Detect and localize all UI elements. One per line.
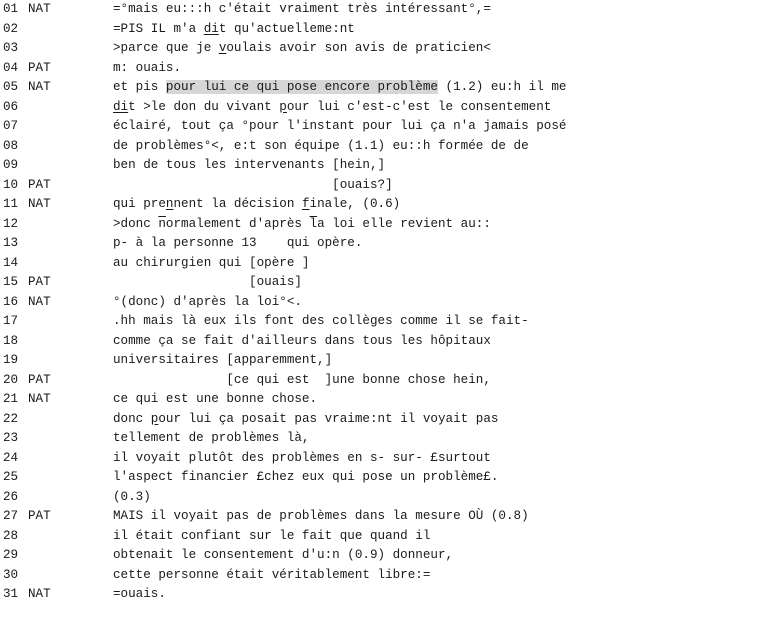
text-segment: f bbox=[301, 197, 310, 211]
line-number: 09 bbox=[3, 158, 19, 172]
speaker-label: PAT bbox=[28, 275, 51, 289]
text-segment: [ouais] bbox=[113, 275, 302, 289]
text-segment: nent la décision bbox=[173, 197, 302, 211]
utterance-text bbox=[113, 98, 551, 118]
text-segment: (0.3) bbox=[113, 489, 151, 504]
utterance-text bbox=[113, 332, 491, 352]
line-number: 29 bbox=[3, 548, 19, 562]
transcript-line bbox=[0, 488, 757, 508]
text-segment: qui pre bbox=[113, 197, 166, 211]
utterance-text bbox=[113, 429, 310, 449]
transcript-line bbox=[0, 117, 757, 137]
line-number: 24 bbox=[3, 450, 19, 465]
speaker-label: PAT bbox=[28, 60, 51, 75]
line-number: 05 bbox=[3, 80, 19, 94]
text-segment: t >le don du vivant bbox=[128, 99, 280, 114]
line-number: 20 bbox=[3, 372, 19, 387]
utterance-text bbox=[113, 234, 362, 254]
transcript-line bbox=[0, 429, 757, 449]
transcript-line bbox=[0, 585, 757, 605]
text-segment: ormalement d'après bbox=[165, 216, 310, 231]
line-number: 30 bbox=[3, 567, 19, 582]
utterance-text bbox=[113, 254, 310, 274]
text-segment: di bbox=[203, 21, 219, 36]
utterance-text bbox=[113, 410, 498, 430]
text-segment: ben de tous les intervenants [hein,] bbox=[113, 158, 386, 172]
text-segment: MAIS il voyait pas de problèmes dans la mesure OÙ (0.8) bbox=[113, 509, 529, 523]
speaker-label: NAT bbox=[28, 294, 51, 309]
speaker-label: NAT bbox=[28, 197, 51, 211]
utterance-text bbox=[113, 527, 430, 547]
line-number: 08 bbox=[3, 138, 19, 153]
text-segment: °(donc) d'après la loi°<. bbox=[113, 294, 302, 309]
transcript-line bbox=[0, 507, 757, 527]
text-segment: éclairé, tout ça °pour l'instant pour lui ça n'a jamais posé bbox=[113, 119, 567, 133]
speaker-label: NAT bbox=[28, 2, 51, 16]
transcript-line bbox=[0, 566, 757, 586]
line-number: 18 bbox=[3, 333, 19, 348]
text-segment: [ce qui est ]une bonne chose hein, bbox=[113, 372, 491, 387]
text-segment: p bbox=[150, 411, 159, 426]
line-number: 06 bbox=[3, 99, 19, 114]
line-number: 28 bbox=[3, 528, 19, 543]
text-segment: donc bbox=[113, 411, 151, 426]
transcript-line bbox=[0, 390, 757, 410]
text-segment: cette personne était véritablement libre:= bbox=[113, 567, 431, 582]
line-number: 21 bbox=[3, 392, 19, 406]
text-segment: ce qui est une bonne chose. bbox=[113, 392, 318, 406]
text-segment: p- à la personne 13 qui opère. bbox=[113, 236, 363, 250]
transcript-line bbox=[0, 273, 757, 293]
transcript-line bbox=[0, 527, 757, 547]
transcript-line bbox=[0, 449, 757, 469]
text-segment: (1.2) eu:h il me bbox=[437, 80, 567, 94]
line-number: 22 bbox=[3, 411, 19, 426]
text-segment: obtenait le consentement d'u:n (0.9) donneur, bbox=[113, 548, 454, 562]
utterance-text bbox=[113, 390, 317, 410]
text-segment: >donc bbox=[113, 216, 159, 231]
transcript-line bbox=[0, 332, 757, 352]
utterance-text bbox=[113, 293, 302, 313]
text-segment: et pis bbox=[113, 80, 166, 94]
text-segment: n bbox=[165, 197, 174, 211]
line-number: 10 bbox=[3, 177, 19, 192]
text-segment: .hh mais là eux ils font des collèges comme il se fait- bbox=[113, 314, 529, 328]
line-number: 17 bbox=[3, 314, 19, 328]
line-number: 12 bbox=[3, 216, 19, 231]
text-segment: au chirurgien qui [opère ] bbox=[113, 255, 310, 270]
text-segment: $\overline{l}$ bbox=[309, 216, 318, 231]
utterance-text bbox=[113, 195, 400, 215]
utterance-text bbox=[113, 0, 491, 20]
line-number: 02 bbox=[3, 21, 19, 36]
utterance-text bbox=[113, 585, 166, 605]
utterance-text bbox=[113, 449, 491, 469]
line-number: 15 bbox=[3, 275, 19, 289]
transcript-line bbox=[0, 254, 757, 274]
transcript-line bbox=[0, 410, 757, 430]
utterance-text bbox=[113, 507, 529, 527]
text-segment: >parce que je bbox=[113, 41, 219, 55]
text-segment: =ouais. bbox=[113, 587, 166, 601]
transcript-line bbox=[0, 195, 757, 215]
text-segment: [ouais?] bbox=[113, 177, 393, 192]
text-segment: v bbox=[218, 41, 227, 55]
transcript-line bbox=[0, 234, 757, 254]
speaker-label: NAT bbox=[28, 392, 51, 406]
line-number: 04 bbox=[3, 60, 19, 75]
line-number: 16 bbox=[3, 294, 19, 309]
transcript-line bbox=[0, 0, 757, 20]
transcript-line bbox=[0, 293, 757, 313]
transcript-line bbox=[0, 59, 757, 79]
transcript-line bbox=[0, 156, 757, 176]
transcript-line bbox=[0, 137, 757, 157]
utterance-text bbox=[113, 371, 491, 391]
line-number: 03 bbox=[3, 41, 19, 55]
utterance-text bbox=[113, 156, 385, 176]
text-segment: l'aspect financier £chez eux qui pose un problème£. bbox=[113, 470, 499, 484]
utterance-text bbox=[113, 59, 181, 79]
transcript-line bbox=[0, 371, 757, 391]
speaker-label: PAT bbox=[28, 509, 51, 523]
speaker-label: PAT bbox=[28, 177, 51, 192]
utterance-text bbox=[113, 273, 302, 293]
text-segment: de problèmes°<, e:t son équipe (1.1) eu::h formée de de bbox=[113, 138, 529, 153]
transcript-line bbox=[0, 20, 757, 40]
transcript-line bbox=[0, 312, 757, 332]
text-segment: a loi elle revient au:: bbox=[317, 216, 491, 231]
utterance-text bbox=[113, 20, 355, 40]
speaker-label: PAT bbox=[28, 372, 51, 387]
speaker-label: NAT bbox=[28, 80, 51, 94]
text-segment: il était confiant sur le fait que quand il bbox=[113, 528, 431, 543]
line-number: 14 bbox=[3, 255, 19, 270]
transcript-line bbox=[0, 546, 757, 566]
line-number: 07 bbox=[3, 119, 19, 133]
utterance-text bbox=[113, 351, 332, 371]
text-segment: oulais avoir son avis de praticien< bbox=[226, 41, 491, 55]
text-segment: our lui c'est-c'est le consentement bbox=[286, 99, 552, 114]
line-number: 26 bbox=[3, 489, 19, 504]
utterance-text bbox=[113, 137, 529, 157]
line-number: 31 bbox=[3, 587, 19, 601]
transcript-line bbox=[0, 215, 757, 235]
line-number: 27 bbox=[3, 509, 19, 523]
text-segment: $\overline{n}$ bbox=[158, 216, 166, 231]
utterance-text bbox=[113, 488, 151, 508]
text-segment: t qu'actuelleme:nt bbox=[218, 21, 355, 36]
line-number: 19 bbox=[3, 353, 19, 367]
transcript-line bbox=[0, 468, 757, 488]
text-segment: =PIS IL m'a bbox=[113, 21, 204, 36]
text-segment: comme ça se fait d'ailleurs dans tous les hôpitaux bbox=[113, 333, 491, 348]
utterance-text bbox=[113, 176, 393, 196]
transcript-line bbox=[0, 176, 757, 196]
utterance-text bbox=[113, 546, 453, 566]
text-segment: di bbox=[113, 99, 129, 114]
utterance-text bbox=[113, 215, 491, 235]
transcript-line bbox=[0, 351, 757, 371]
text-segment: =°mais eu:::h c'était vraiment très intéressant°,= bbox=[113, 2, 491, 16]
speaker-label: NAT bbox=[28, 587, 51, 601]
transcript-line bbox=[0, 39, 757, 59]
text-segment: our lui ça posait pas vraime:nt il voyait pas bbox=[158, 411, 499, 426]
line-number: 23 bbox=[3, 431, 19, 445]
utterance-text bbox=[113, 78, 566, 98]
text-segment: inale, (0.6) bbox=[309, 197, 401, 211]
text-segment: il voyait plutôt des problèmes en s- sur- £surtout bbox=[113, 450, 491, 465]
utterance-text bbox=[113, 39, 491, 59]
text-segment: m: ouais. bbox=[113, 60, 182, 75]
highlighted-segment: pour lui ce qui pose encore problème bbox=[165, 80, 438, 94]
line-number: 25 bbox=[3, 470, 19, 484]
transcript-line bbox=[0, 98, 757, 118]
transcript-line bbox=[0, 78, 757, 98]
line-number: 11 bbox=[3, 197, 19, 211]
utterance-text bbox=[113, 117, 566, 137]
text-segment: p bbox=[279, 99, 287, 114]
text-segment: tellement de problèmes là, bbox=[113, 431, 310, 445]
utterance-text bbox=[113, 566, 430, 586]
utterance-text bbox=[113, 468, 498, 488]
line-number: 01 bbox=[3, 2, 19, 16]
line-number: 13 bbox=[3, 236, 19, 250]
utterance-text bbox=[113, 312, 529, 332]
text-segment: universitaires [apparemment,] bbox=[113, 353, 333, 367]
